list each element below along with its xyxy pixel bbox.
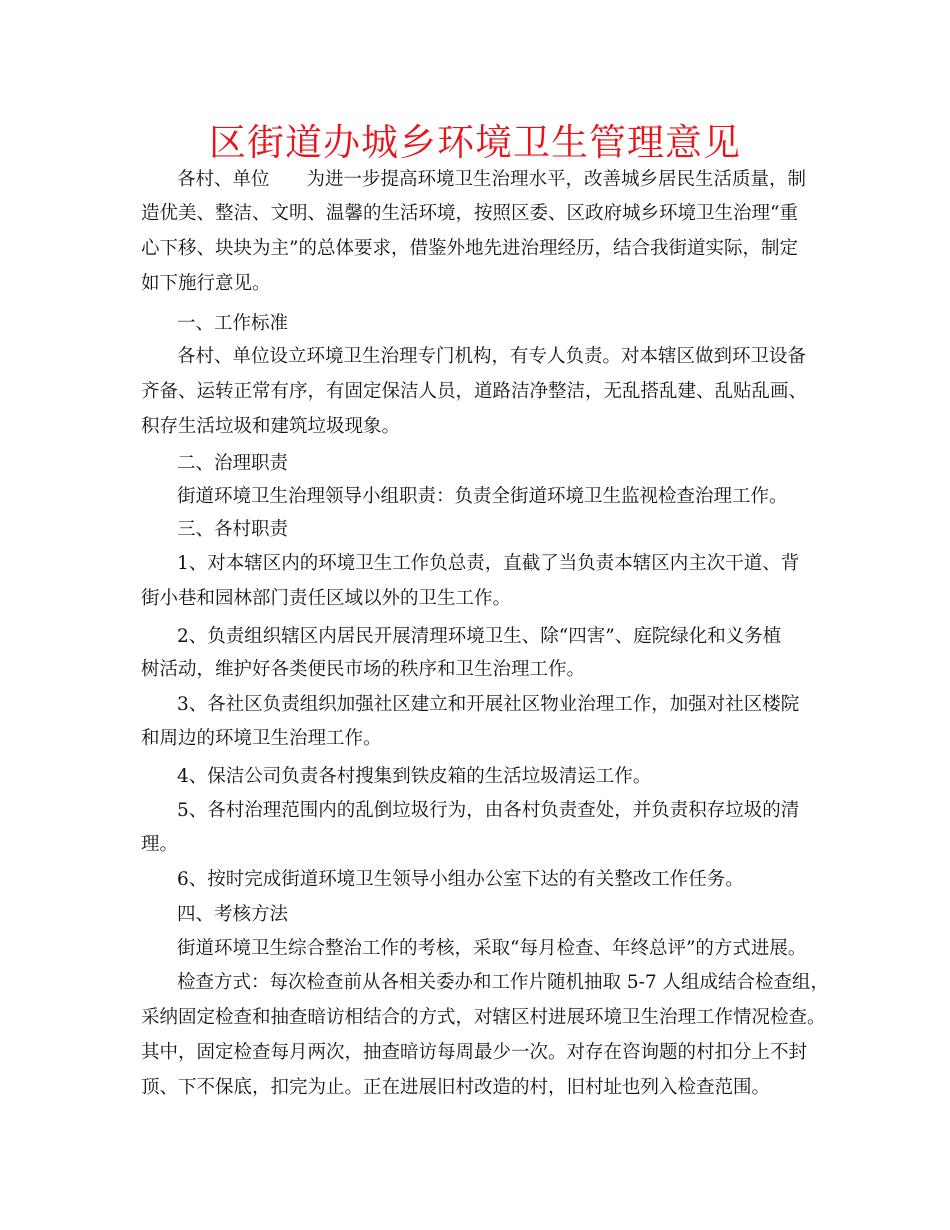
paragraph-line: 街道环境卫生综合整治工作的考核，采取“每月检查、年终总评”的方式进展。 [177, 938, 807, 959]
paragraph-line: 街道环境卫生治理领导小组职责：负责全街道环境卫生监视检查治理工作。 [177, 486, 788, 507]
paragraph-line: 和周边的环境卫生治理工作。 [141, 728, 382, 749]
paragraph-line: 5、各村治理范围内的乱倒垃圾行为，由各村负责查处，并负责积存垃圾的清 [177, 800, 800, 821]
paragraph-line: 齐备、运转正常有序，有固定保洁人员，道路洁净整洁，无乱搭乱建、乱贴乱画、 [141, 381, 808, 402]
paragraph-line: 其中，固定检查每月两次，抽查暗访每周最少一次。对存在咨询题的村扣分上不封 [141, 1042, 808, 1063]
paragraph-line: 如下施行意见。 [141, 273, 271, 294]
paragraph-line: 理。 [141, 834, 179, 855]
paragraph-line: 4、保洁公司负责各村搜集到铁皮箱的生活垃圾清运工作。 [177, 766, 652, 787]
paragraph-line: 采纳固定检查和抽查暗访相结合的方式，对辖区村进展环境卫生治理工作情况检查。 [141, 1007, 826, 1028]
paragraph-line: 各村、单位设立环境卫生治理专门机构，有专人负责。对本辖区做到环卫设备 [177, 346, 807, 367]
section-heading: 四、考核方法 [177, 904, 289, 925]
paragraph-line: 2、负责组织辖区内居民开展清理环境卫生、除“四害”、庭院绿化和义务植 [177, 626, 782, 647]
paragraph-line: 6、按时完成街道环境卫生领导小组办公室下达的有关整改工作任务。 [177, 869, 744, 890]
paragraph-line: 各村、单位 为进一步提高环境卫生治理水平，改善城乡居民生活质量，制 [177, 169, 807, 190]
document-title: 区街道办城乡环境卫生管理意见 [209, 121, 741, 164]
paragraph-line: 心下移、块块为主”的总体要求，借鉴外地先进治理经历，结合我街道实际，制定 [141, 238, 798, 259]
section-heading: 三、各村职责 [177, 519, 289, 540]
paragraph-line: 顶、下不保底，扣完为止。正在进展旧村改造的村，旧村址也列入检查范围。 [141, 1077, 771, 1098]
paragraph-line: 检查方式：每次检查前从各相关委办和工作片随机抽取 5-7 人组成结合检查组， [177, 972, 830, 993]
section-heading: 一、工作标准 [177, 313, 289, 334]
paragraph-line: 树活动，维护好各类便民市场的秩序和卫生治理工作。 [141, 659, 586, 680]
paragraph-line: 1、对本辖区内的环境卫生工作负总责，直截了当负责本辖区内主次干道、背 [177, 553, 800, 574]
section-heading: 二、治理职责 [177, 453, 289, 474]
paragraph-line: 造优美、整洁、文明、温馨的生活环境，按照区委、区政府城乡环境卫生治理“重 [141, 203, 798, 224]
paragraph-line: 积存生活垃圾和建筑垃圾现象。 [141, 416, 401, 437]
paragraph-line: 街小巷和园林部门责任区域以外的卫生工作。 [141, 588, 512, 609]
paragraph-line: 3、各社区负责组织加强社区建立和开展社区物业治理工作，加强对社区楼院 [177, 694, 800, 715]
